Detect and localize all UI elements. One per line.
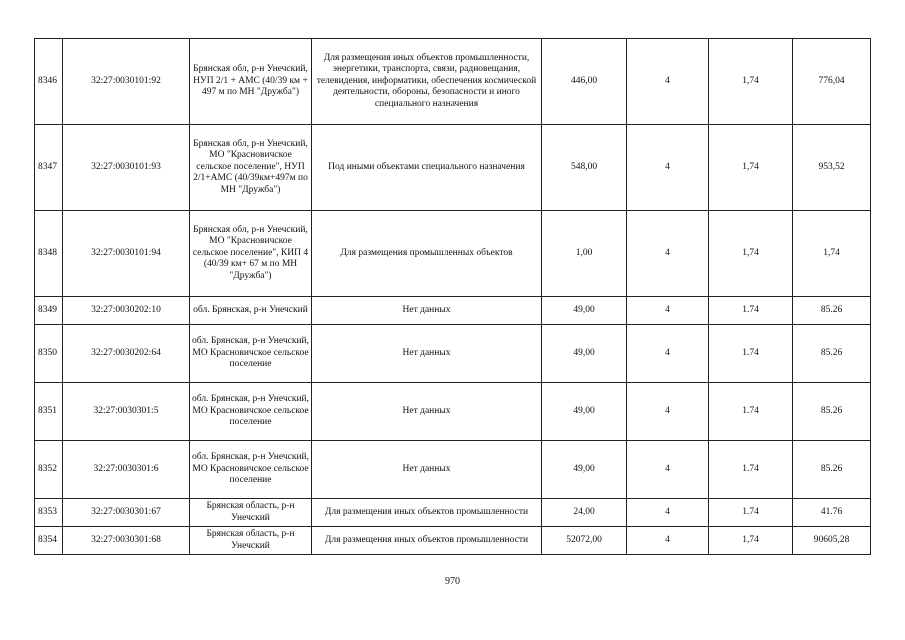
- value-cell: 776,04: [793, 39, 871, 125]
- address-cell: Брянская область, р-н Унечский: [190, 499, 312, 527]
- area-cell: 548,00: [542, 125, 627, 211]
- value-cell: 1,74: [793, 211, 871, 297]
- row-number: 8354: [35, 527, 63, 555]
- cadastral-number: 32:27:0030301:5: [63, 383, 190, 441]
- value-cell: 85.26: [793, 383, 871, 441]
- group-cell: 4: [627, 527, 709, 555]
- group-cell: 4: [627, 325, 709, 383]
- group-cell: 4: [627, 39, 709, 125]
- rate-cell: 1.74: [709, 383, 793, 441]
- row-number: 8351: [35, 383, 63, 441]
- rate-cell: 1.74: [709, 499, 793, 527]
- page-number: 970: [445, 576, 460, 587]
- cadastral-number: 32:27:0030101:92: [63, 39, 190, 125]
- purpose-cell: Нет данных: [312, 325, 542, 383]
- row-number: 8348: [35, 211, 63, 297]
- group-cell: 4: [627, 499, 709, 527]
- row-number: 8352: [35, 441, 63, 499]
- purpose-cell: Нет данных: [312, 297, 542, 325]
- value-cell: 41.76: [793, 499, 871, 527]
- address-cell: Брянская область, р-н Унечский: [190, 527, 312, 555]
- table-row: [35, 297, 871, 325]
- value-cell: 85.26: [793, 325, 871, 383]
- area-cell: 52072,00: [542, 527, 627, 555]
- cadastral-number: 32:27:0030301:68: [63, 527, 190, 555]
- purpose-cell: Для размещения промышленных объектов: [312, 211, 542, 297]
- purpose-cell: Нет данных: [312, 441, 542, 499]
- cadastral-number: 32:27:0030101:94: [63, 211, 190, 297]
- group-cell: 4: [627, 441, 709, 499]
- value-cell: 90605,28: [793, 527, 871, 555]
- table-row: [35, 527, 871, 555]
- purpose-cell: Для размещения иных объектов промышленности: [312, 527, 542, 555]
- area-cell: 24,00: [542, 499, 627, 527]
- cadastral-number: 32:27:0030202:10: [63, 297, 190, 325]
- rate-cell: 1,74: [709, 125, 793, 211]
- table-row: [35, 325, 871, 383]
- row-number: 8346: [35, 39, 63, 125]
- cadastral-number: 32:27:0030101:93: [63, 125, 190, 211]
- rate-cell: 1,74: [709, 39, 793, 125]
- value-cell: 953,52: [793, 125, 871, 211]
- rate-cell: 1,74: [709, 527, 793, 555]
- address-cell: Брянская обл, р-н Унечский, МО "Красновичское сельское поселение", НУП 2/1+АМС (40/39км+497м по МН "Дружба"): [190, 125, 312, 211]
- group-cell: 4: [627, 211, 709, 297]
- value-cell: 85.26: [793, 441, 871, 499]
- row-number: 8349: [35, 297, 63, 325]
- address-cell: обл. Брянская, р-н Унечский: [190, 297, 312, 325]
- table-body: [35, 39, 871, 555]
- value-cell: 85.26: [793, 297, 871, 325]
- land-plot-table: [34, 38, 871, 555]
- table-row: [35, 39, 871, 125]
- purpose-cell: Для размещения иных объектов промышленности: [312, 499, 542, 527]
- cadastral-number: 32:27:0030202:64: [63, 325, 190, 383]
- address-cell: Брянская обл, р-н Унечский, НУП 2/1 + АМС (40/39 км + 497 м по МН "Дружба"): [190, 39, 312, 125]
- group-cell: 4: [627, 125, 709, 211]
- purpose-cell: Для размещения иных объектов промышленности, энергетики, транспорта, связи, радиовещания, телевидения, информатики, обеспечения космической деятельности, обороны, безопасности и иного специального назначения: [312, 39, 542, 125]
- rate-cell: 1.74: [709, 325, 793, 383]
- purpose-cell: Под иными объектами специального назначения: [312, 125, 542, 211]
- address-cell: обл. Брянская, р-н Унечский, МО Красновичское сельское поселение: [190, 325, 312, 383]
- purpose-cell: Нет данных: [312, 383, 542, 441]
- table-row: [35, 499, 871, 527]
- table-row: [35, 211, 871, 297]
- rate-cell: 1,74: [709, 211, 793, 297]
- row-number: 8347: [35, 125, 63, 211]
- table-row: [35, 441, 871, 499]
- area-cell: 49,00: [542, 297, 627, 325]
- group-cell: 4: [627, 383, 709, 441]
- area-cell: 446,00: [542, 39, 627, 125]
- address-cell: обл. Брянская, р-н Унечский, МО Красновичское сельское поселение: [190, 383, 312, 441]
- table-row: [35, 125, 871, 211]
- row-number: 8350: [35, 325, 63, 383]
- cadastral-number: 32:27:0030301:6: [63, 441, 190, 499]
- area-cell: 1,00: [542, 211, 627, 297]
- rate-cell: 1.74: [709, 297, 793, 325]
- table-row: [35, 383, 871, 441]
- area-cell: 49,00: [542, 383, 627, 441]
- row-number: 8353: [35, 499, 63, 527]
- cadastral-number: 32:27:0030301:67: [63, 499, 190, 527]
- group-cell: 4: [627, 297, 709, 325]
- area-cell: 49,00: [542, 325, 627, 383]
- address-cell: обл. Брянская, р-н Унечский, МО Красновичское сельское поселение: [190, 441, 312, 499]
- rate-cell: 1.74: [709, 441, 793, 499]
- area-cell: 49,00: [542, 441, 627, 499]
- address-cell: Брянская обл, р-н Унечский, МО "Красновичское сельское поселение", КИП 4 (40/39 км+ 67 м по МН "Дружба"): [190, 211, 312, 297]
